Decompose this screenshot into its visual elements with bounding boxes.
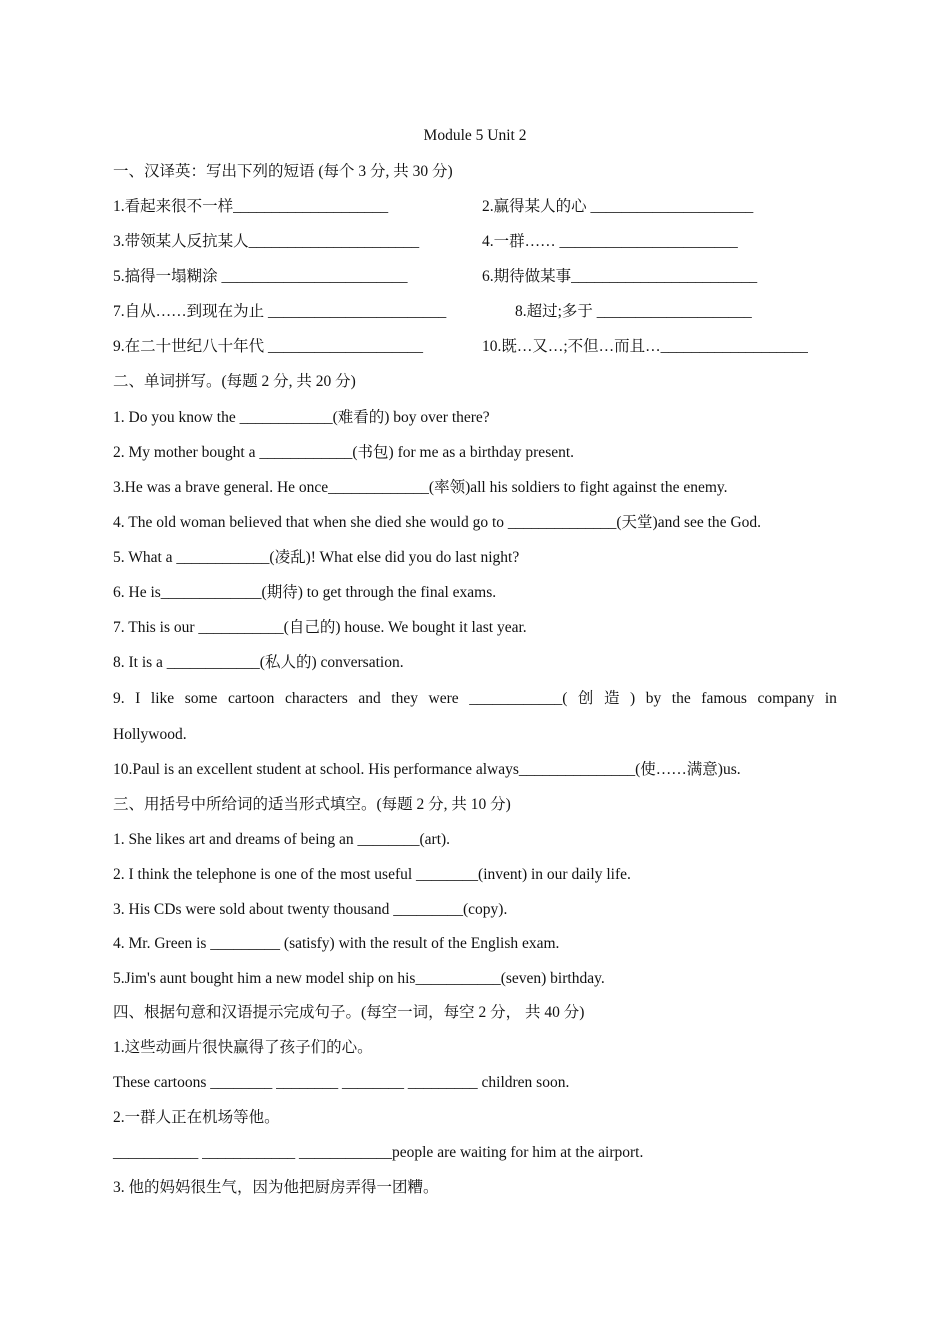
word: and <box>358 690 381 707</box>
s2-item-2: 2. My mother bought a ____________(书包) for me as a birthday present. <box>113 444 575 461</box>
s1-item-5: 5.搞得一塌糊涂 ________________________ <box>113 268 408 285</box>
word: famous <box>701 690 747 707</box>
word: by <box>645 690 662 707</box>
s2-item-3: 3.He was a brave general. He once_____________(率领)all his soldiers to fight against the enemy. <box>113 479 728 496</box>
s1-item-1: 1.看起来很不一样____________________ <box>113 198 389 215</box>
word: in <box>824 690 837 707</box>
s1-item-6: 6.期待做某事________________________ <box>482 268 758 285</box>
s2-item-4: 4. The old woman believed that when she died she would go to ______________(天堂)and see the God. <box>113 514 762 531</box>
word: some <box>184 690 218 707</box>
s3-item-2: 2. I think the telephone is one of the most useful ________(invent) in our daily life. <box>113 866 631 883</box>
s1-item-2: 2.赢得某人的心 _____________________ <box>482 198 754 215</box>
s4-item-3-chinese: 3. 他的妈妈很生气，因为他把厨房弄得一团糟。 <box>113 1179 439 1196</box>
s2-item-9 <box>113 689 837 709</box>
s1-item-4: 4.一群…… _______________________ <box>482 233 738 250</box>
word: ) <box>630 690 636 707</box>
word: 创 <box>577 690 594 707</box>
s2-item-7: 7. This is our ___________(自己的) house. We bought it last year. <box>113 619 527 636</box>
page-title: Module 5 Unit 2 <box>423 127 527 144</box>
word: 造 <box>603 690 620 707</box>
s3-item-5: 5.Jim's aunt bought him a new model ship on his___________(seven) birthday. <box>113 970 605 987</box>
section2-heading: 二、单词拼写。(每题 2 分, 共 20 分) <box>113 373 356 390</box>
word: were <box>428 690 459 707</box>
word: 9. <box>113 690 125 707</box>
s2-item-5: 5. What a ____________(凌乱)! What else did you do last night? <box>113 549 520 566</box>
word: ____________( <box>469 690 568 707</box>
s1-item-10: 10.既…又…;不但…而且…___________________ <box>482 338 808 355</box>
s1-item-9: 9.在二十世纪八十年代 ____________________ <box>113 338 424 355</box>
s2-item-10: 10.Paul is an excellent student at school. His performance always_______________(使……满意)us. <box>113 761 741 778</box>
s3-item-1: 1. She likes art and dreams of being an ________(art). <box>113 831 451 848</box>
word: cartoon <box>227 690 275 707</box>
section3-heading: 三、用括号中所给词的适当形式填空。(每题 2 分, 共 10 分) <box>113 796 511 813</box>
word: characters <box>284 690 348 707</box>
word: like <box>150 690 175 707</box>
s3-item-3: 3. His CDs were sold about twenty thousand _________(copy). <box>113 901 508 918</box>
s2-item-9-continued: Hollywood. <box>113 726 187 743</box>
s4-item-1-english: These cartoons ________ ________ ________ _________ children soon. <box>113 1074 570 1091</box>
s2-item-8: 8. It is a ____________(私人的) conversation. <box>113 654 404 671</box>
s4-item-2-english: ___________ ____________ ____________people are waiting for him at the airport. <box>113 1144 644 1161</box>
section4-heading: 四、根据句意和汉语提示完成句子。(每空一词，每空 2 分， 共 40 分) <box>113 1004 585 1021</box>
s4-item-1-chinese: 1.这些动画片很快赢得了孩子们的心。 <box>113 1039 373 1056</box>
s2-item-6: 6. He is_____________(期待) to get through the final exams. <box>113 584 497 601</box>
s1-item-7: 7.自从……到现在为止 _______________________ <box>113 303 447 320</box>
word: company <box>757 690 815 707</box>
s1-item-3: 3.带领某人反抗某人______________________ <box>113 233 420 250</box>
s3-item-4: 4. Mr. Green is _________ (satisfy) with the result of the English exam. <box>113 935 560 952</box>
section1-heading: 一、汉译英：写出下列的短语 (每个 3 分, 共 30 分) <box>113 163 453 180</box>
s1-item-8: 8.超过;多于 ____________________ <box>515 303 752 320</box>
s2-item-1: 1. Do you know the ____________(难看的) boy over there? <box>113 409 490 426</box>
word: the <box>671 690 691 707</box>
word: they <box>391 690 418 707</box>
s4-item-2-chinese: 2.一群人正在机场等他。 <box>113 1109 280 1126</box>
word: I <box>135 690 141 707</box>
